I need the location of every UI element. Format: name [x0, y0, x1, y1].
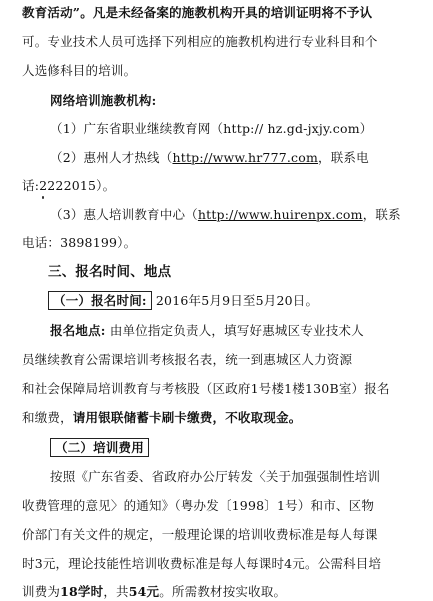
fees-line-3	[22, 526, 433, 544]
text-notice-bold: 教育活动”。凡是未经备案的施教机构开具的培训证明将不予认	[22, 5, 373, 20]
institution-2-text: （2）惠州人才热线（	[50, 150, 173, 165]
registration-time-value: 2016年5月9日至5月20日。	[155, 293, 319, 308]
fees-heading	[50, 439, 433, 457]
link-huirenpx[interactable]: http://www.huirenpx.com	[197, 207, 363, 222]
registration-place-4	[22, 409, 433, 427]
fees-heading-label: （二）培训费用	[50, 438, 149, 457]
network-heading	[50, 92, 433, 110]
network-heading-text: 网络培训施教机构:	[50, 93, 157, 108]
text-paragraph: 可。专业技术人员可选择下列相应的施教机构进行专业科目和个	[22, 34, 378, 49]
line-2	[22, 33, 433, 51]
institution-3-contact: ，联系	[362, 207, 401, 222]
fees-line-2	[22, 497, 433, 515]
fees-text: 。所需教材按实收取。	[159, 584, 287, 599]
fees-text: 训费为	[22, 584, 61, 599]
payment-notice: 请用银联储蓄卡刷卡缴费，不收取现金。	[72, 410, 302, 425]
line-1	[22, 4, 433, 22]
registration-time	[48, 292, 433, 310]
institution-1-text: （1）广东省职业继续教育网（http:// hz.gd-jxjy.com）	[50, 121, 373, 136]
fees-line-5	[22, 583, 433, 601]
registration-place-1	[50, 322, 433, 340]
institution-3	[50, 206, 433, 224]
institution-3-phone: 电话：3898199）。	[22, 235, 137, 250]
section-3-title: 三、报名时间、地点	[48, 264, 172, 280]
registration-place-text: 和缴费，	[22, 410, 73, 425]
institution-3-cont	[22, 234, 433, 252]
scan-speck	[42, 196, 44, 199]
institution-2-phone: 话:2222015）。	[22, 178, 116, 193]
institution-2	[50, 149, 433, 167]
registration-place-text: 由单位指定负责人，填写好惠城区专业技术人	[109, 323, 364, 338]
fees-text: 时3元，理论技能性培训收费标准是每人每课时4元。公需科目培	[22, 556, 382, 571]
line-3	[22, 62, 433, 80]
institution-2-contact: ，联系电	[318, 150, 369, 165]
fees-line-4	[22, 555, 433, 573]
registration-place-label: 报名地点:	[50, 323, 106, 338]
fees-total: 54元	[128, 584, 160, 599]
section-3-heading	[48, 263, 433, 281]
registration-place-text: 员继续教育公需课培训考核报名表，统一到惠城区人力资源	[22, 352, 353, 367]
institution-2-cont	[22, 177, 433, 195]
fees-text: 按照《广东省委、省政府办公厅转发〈关于加强强制性培训	[50, 469, 381, 484]
fees-text: 价部门有关文件的规定，一般理论课的培训收费标准是每人每课	[22, 527, 378, 542]
registration-place-text: 和社会保障局培训教育与考核股（区政府1号楼1楼130B室）报名	[22, 381, 390, 396]
registration-time-label: （一）报名时间:	[48, 291, 152, 310]
institution-3-text: （3）惠人培训教育中心（	[50, 207, 198, 222]
fees-hours: 18学时	[60, 584, 104, 599]
institution-1	[50, 120, 433, 138]
fees-line-1	[50, 468, 433, 486]
fees-text: ，共	[103, 584, 129, 599]
registration-place-3	[22, 380, 433, 398]
registration-place-2	[22, 351, 433, 369]
fees-text: 收费管理的意见〉的通知》（粤办发〔1998〕1号）和市、区物	[22, 498, 375, 513]
text-paragraph: 人选修科目的培训。	[22, 63, 137, 78]
link-hr777[interactable]: http://www.hr777.com	[172, 150, 319, 165]
